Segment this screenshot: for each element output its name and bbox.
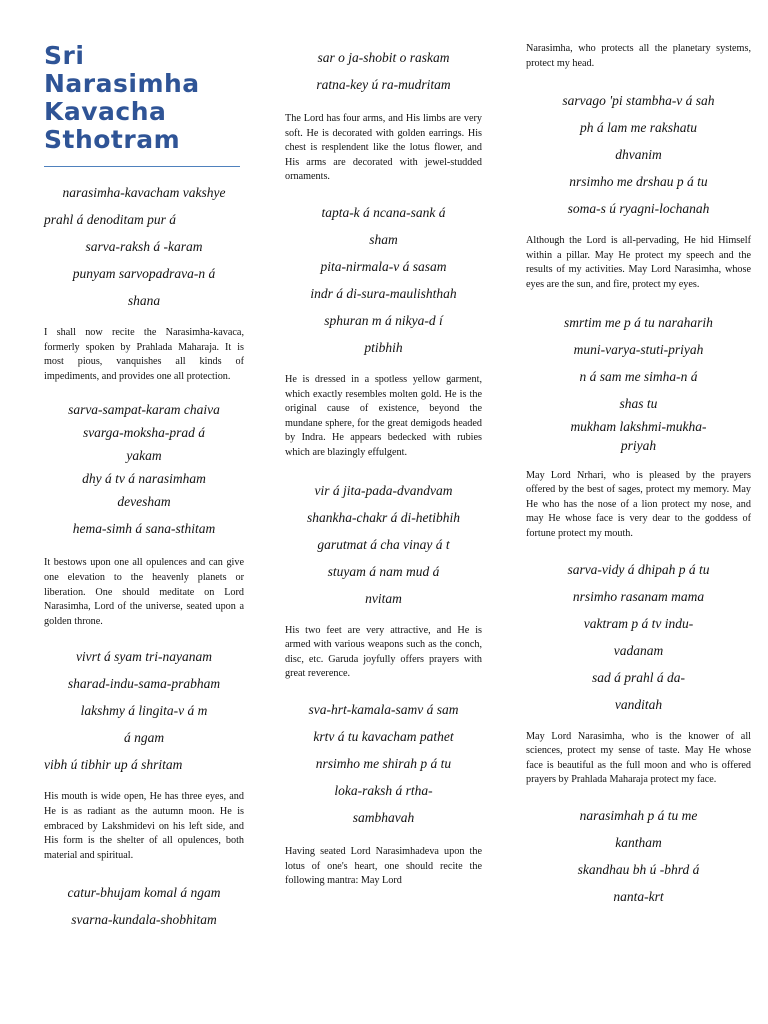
verse-line: yakam bbox=[126, 448, 162, 464]
prose-paragraph: Although the Lord is all-pervading, He hid Himself within a pillar. May He protect my speech and the results of my activities. May Lord Narasimha, whose eyes are the sun, and fire, protect my eyes. bbox=[526, 235, 751, 290]
verse-block bbox=[285, 199, 482, 361]
verse-line: ptibhih bbox=[364, 339, 403, 355]
verse-line: smrtim me p á tu naraharih bbox=[564, 314, 713, 330]
verse-block bbox=[44, 396, 244, 542]
verse-line: muni-varya-stuti-priyah bbox=[573, 341, 704, 357]
verse-block bbox=[526, 87, 751, 222]
verse-line: punyam sarvopadrava-n á bbox=[72, 266, 216, 281]
verse-line: vaktram p á tv indu- bbox=[583, 615, 694, 631]
verse-line: loka-raksh á rtha- bbox=[334, 782, 433, 798]
verse-line: catur-bhujam komal á ngam bbox=[67, 885, 221, 901]
verse-block bbox=[44, 179, 244, 314]
verse-line: prahl á denoditam pur á bbox=[44, 212, 177, 227]
verse-line: soma-s ú ryagni-lochanah bbox=[567, 201, 710, 217]
verse-line: ph á lam me rakshatu bbox=[580, 120, 697, 136]
verse-line: sarva-vidy á dhipah p á tu bbox=[567, 561, 710, 577]
prose-paragraph: It bestows upon one all opulences and can give one elevation to the heavenly planets or liberation. One should meditate on Lord Narasimha, Lord of the universe, seated upon a golden throne. bbox=[44, 557, 244, 627]
verse-block bbox=[44, 879, 244, 933]
verse-line: vivrt á syam tri-nayanam bbox=[75, 649, 213, 665]
verse-block bbox=[526, 802, 751, 910]
verse-line: pita-nirmala-v á sasam bbox=[320, 258, 447, 274]
verse-line: ratna-key ú ra-mudritam bbox=[316, 77, 451, 92]
verse-line: sambhavah bbox=[352, 809, 415, 825]
prose-paragraph: He is dressed in a spotless yellow garment, which exactly resembles molten gold. He is the original cause of existence, beyond the mundane sphere, for the great demigods headed by Indra. He appears bedecked with rubies which are blazingly effulgent. bbox=[285, 373, 482, 458]
verse-line: shana bbox=[127, 293, 161, 308]
verse-line: narasimhah p á tu me bbox=[579, 807, 698, 823]
prose-paragraph: His mouth is wide open, He has three eyes, and He is as radiant as the autumn moon. He is embraced by Lakshmidevi on his left side, and His form is the shelter of all opulences, both material and spiritual. bbox=[44, 791, 244, 861]
verse-line: shas tu bbox=[619, 395, 658, 411]
verse-line: shankha-chakr á di-hetibhih bbox=[307, 509, 460, 525]
verse-line: sva-hrt-kamala-samv á sam bbox=[308, 701, 459, 717]
verse-block bbox=[526, 309, 751, 455]
verse-line: vir á jita-pada-dvandvam bbox=[314, 482, 453, 498]
verse-line: nanta-krt bbox=[613, 888, 664, 904]
verse-line: sarva-sampat-karam chaiva bbox=[68, 402, 220, 418]
verse-line: sham bbox=[369, 231, 398, 247]
verse-block bbox=[285, 44, 482, 98]
prose-paragraph: May Lord Narasimha, who is the knower of all sciences, protect my sense of taste. May He whose face is beautiful as the full moon and who is offered prayers by Prahlada Maharaja protect my face. bbox=[526, 730, 751, 786]
verse-line: indr á di-sura-maulishthah bbox=[310, 285, 457, 301]
verse-line: priyah bbox=[620, 437, 657, 453]
prose-paragraph: The Lord has four arms, and His limbs are very soft. He is decorated with golden earrings. His chest is resplendent like the lotus flower, and His arms are decorated with jewel-studded ornaments. bbox=[285, 113, 482, 183]
verse-block bbox=[285, 477, 482, 612]
verse-line: á ngam bbox=[123, 730, 165, 746]
prose-paragraph: Having seated Lord Narasimhadeva upon the lotus of one's heart, one should recite the following mantra: May Lord bbox=[285, 845, 482, 887]
prose-paragraph: May Lord Nrhari, who is pleased by the prayers offered by the best of sages, protect my memory. May He who has the nose of a lion protect my nose, and may He whose face is very dear to the goddess of fortune protect my mouth. bbox=[526, 469, 751, 539]
verse-block bbox=[285, 696, 482, 831]
verse-block bbox=[526, 556, 751, 718]
column-3 bbox=[526, 0, 751, 910]
verse-line: vanditah bbox=[614, 696, 663, 712]
verse-line: skandhau bh ú -bhrd á bbox=[577, 861, 700, 877]
verse-line: tapta-k á ncana-sank á bbox=[321, 204, 446, 220]
verse-line: sarva-raksh á -karam bbox=[85, 239, 203, 254]
verse-line: nrsimho me drshau p á tu bbox=[569, 174, 708, 190]
prose-paragraph: Narasimha, who protects all the planetary systems, protect my head. bbox=[526, 43, 751, 69]
verse-line: sphuran m á nikya-d í bbox=[324, 312, 443, 328]
verse-line: sar o ja-shobit o raskam bbox=[317, 50, 450, 65]
verse-line: svarna-kundala-shobhitam bbox=[71, 912, 217, 928]
page-title: Sri Narasimha Kavacha Sthotram bbox=[44, 42, 240, 167]
verse-line: nvitam bbox=[365, 590, 402, 606]
prose-paragraph: His two feet are very attractive, and He is armed with various weapons such as the conch, disc, etc. Garuda joyfully offers prayers with great reverence. bbox=[285, 624, 482, 680]
verse-line: nrsimho rasanam mama bbox=[572, 588, 705, 604]
column-1 bbox=[44, 0, 244, 933]
verse-line: sad á prahl á da- bbox=[591, 669, 685, 685]
verse-line: stuyam á nam mud á bbox=[327, 563, 440, 579]
verse-line: vadanam bbox=[613, 642, 664, 658]
verse-line: dhvanim bbox=[615, 147, 662, 163]
verse-line: devesham bbox=[117, 494, 171, 510]
verse-line: nrsimho me shirah p á tu bbox=[315, 755, 452, 771]
verse-line: sharad-indu-sama-prabham bbox=[67, 676, 221, 692]
verse-line: vibh ú tibhir up á shritam bbox=[44, 757, 183, 773]
verse-line: garutmat á cha vinay á t bbox=[317, 536, 450, 552]
verse-block bbox=[44, 643, 244, 778]
verse-line: narasimha-kavacham vakshye bbox=[62, 185, 226, 200]
verse-line: n á sam me simha-n á bbox=[579, 368, 698, 384]
prose-paragraph: I shall now recite the Narasimha-kavaca, formerly spoken by Prahlada Maharaja. It is most pious, vanquishes all kinds of impediments, and provides one all protection. bbox=[44, 327, 244, 382]
verse-line: krtv á tu kavacham pathet bbox=[313, 728, 454, 744]
verse-line: svarga-moksha-prad á bbox=[82, 425, 206, 441]
verse-line: mukham lakshmi-mukha- bbox=[570, 418, 707, 434]
verse-line: kantham bbox=[615, 834, 662, 850]
verse-line: lakshmy á lingita-v á m bbox=[80, 703, 208, 719]
column-2 bbox=[285, 0, 482, 889]
verse-line: dhy á tv á narasimham bbox=[82, 471, 206, 487]
verse-line: hema-simh á sana-sthitam bbox=[72, 521, 216, 537]
verse-line: sarvago 'pi stambha-v á sah bbox=[562, 93, 715, 109]
